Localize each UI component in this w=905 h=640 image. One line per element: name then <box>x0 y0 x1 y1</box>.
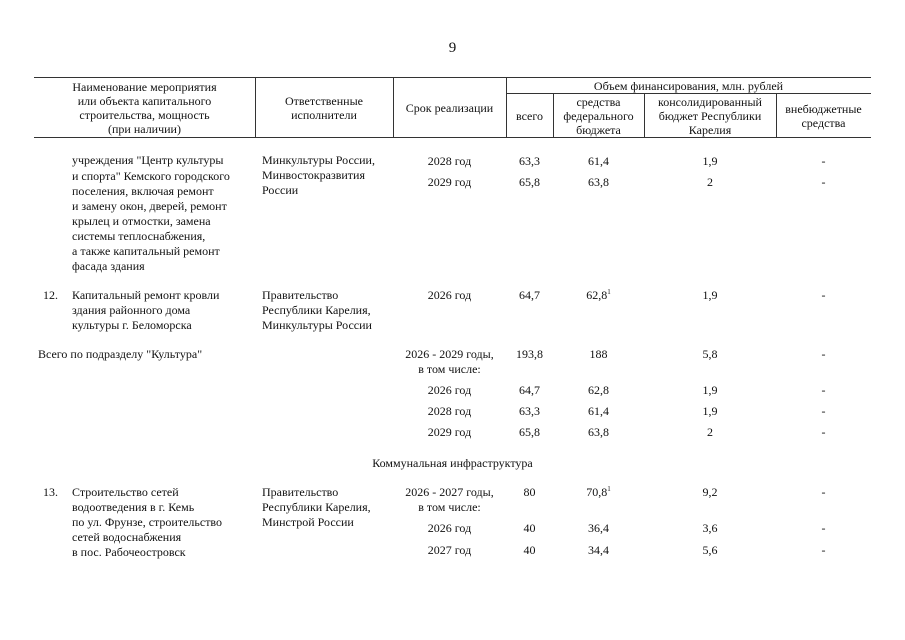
cont-name-line: учреждения "Центр культуры <box>72 153 224 167</box>
term-cell: 2026 год <box>427 383 472 397</box>
item13-name-line: Строительство сетей <box>72 485 179 499</box>
federal-cell: 61,4 <box>588 154 609 168</box>
federal-cell: 34,4 <box>588 543 609 557</box>
item12-name-line: здания районного дома <box>72 303 191 317</box>
item12-exec-line: Республики Карелия, <box>262 303 371 317</box>
extra-cell: - <box>821 404 826 418</box>
term-cell: 2028 год <box>427 154 472 168</box>
header-exec-line-2: исполнители <box>291 108 357 122</box>
extra-cell: - <box>821 175 826 189</box>
total-cell: 65,8 <box>519 175 540 189</box>
item13-exec-line: Республики Карелия, <box>262 500 371 514</box>
cont-name-line: а также капитальный ремонт <box>72 244 220 258</box>
footnote-mark: 1 <box>607 485 611 493</box>
header-federal-line-2: федерального <box>563 109 634 123</box>
regional-cell: 9,2 <box>702 485 718 499</box>
cont-name-line: фасада здания <box>72 259 145 273</box>
item13-name-line: по ул. Фрунзе, строительство <box>72 515 223 529</box>
regional-cell: 1,9 <box>702 288 718 302</box>
header-bottom-rule <box>34 137 871 138</box>
regional-cell: 1,9 <box>702 154 718 168</box>
item-number: 12. <box>43 288 58 302</box>
header-regional-line-2: бюджет Республики <box>658 109 762 123</box>
page-number: 9 <box>448 40 457 56</box>
header-federal-line-1: средства <box>576 95 621 109</box>
federal-cell: 63,8 <box>588 175 609 189</box>
federal-cell: 188 <box>589 347 608 361</box>
item13-exec-line: Минстрой России <box>262 515 354 529</box>
item12-exec-line: Правительство <box>262 288 339 302</box>
item13-term-line-1: 2026 - 2027 годы, <box>405 485 494 499</box>
federal-value: 62,8 <box>586 288 608 302</box>
extra-cell: - <box>821 347 826 361</box>
term-cell: 2027 год <box>427 543 472 557</box>
federal-cell: 62,8 <box>588 383 609 397</box>
extra-cell: - <box>821 485 826 499</box>
total-cell: 63,3 <box>519 404 540 418</box>
total-cell: 40 <box>523 521 536 535</box>
extra-cell: - <box>821 543 826 557</box>
cont-name-line: поселения, включая ремонт <box>72 184 214 198</box>
header-regional-line-1: консолидированный <box>658 95 762 109</box>
cont-name-line: и спорта" Кемского городского <box>72 169 230 183</box>
federal-cell: 36,4 <box>588 521 609 535</box>
regional-cell: 2 <box>707 175 713 189</box>
regional-cell: 2 <box>707 425 713 439</box>
extra-cell: - <box>821 383 826 397</box>
regional-cell: 1,9 <box>702 404 718 418</box>
header-name-line-1: Наименование мероприятия <box>72 80 217 94</box>
term-cell: 2029 год <box>427 175 472 189</box>
subtotal-term-line-1: 2026 - 2029 годы, <box>405 347 494 361</box>
term-cell: 2028 год <box>427 404 472 418</box>
extra-cell: - <box>821 154 826 168</box>
cont-name-line: системы теплоснабжения, <box>72 229 206 243</box>
item13-exec-line: Правительство <box>262 485 339 499</box>
header-name-line-3: строительства, мощность <box>79 108 210 122</box>
item13-name-line: в пос. Рабочеостровск <box>72 545 186 559</box>
regional-cell: 5,6 <box>702 543 718 557</box>
regional-cell: 5,8 <box>702 347 718 361</box>
federal-cell <box>553 288 644 302</box>
extra-cell: - <box>821 288 826 302</box>
item-number: 13. <box>43 485 58 499</box>
item13-term-line-2: в том числе: <box>418 500 481 514</box>
federal-cell <box>553 485 644 499</box>
item12-exec-line: Минкультуры России <box>262 318 372 332</box>
cont-exec-line: Минкультуры России, <box>262 153 375 167</box>
subtotal-term-line-2: в том числе: <box>418 362 481 376</box>
federal-value: 70,8 <box>586 485 608 499</box>
cont-name-line: крылец и отмостки, замена <box>72 214 211 228</box>
footnote-mark: 1 <box>607 288 611 296</box>
header-top-rule <box>34 77 871 78</box>
header-extra-line-2: средства <box>801 116 846 130</box>
item13-name-line: водоотведения в г. Кемь <box>72 500 195 514</box>
total-cell: 64,7 <box>519 288 540 302</box>
item13-name-line: сетей водоснабжения <box>72 530 182 544</box>
cont-exec-line: Минвостокразвития <box>262 168 365 182</box>
federal-cell: 63,8 <box>588 425 609 439</box>
header-exec-line-1: Ответственные <box>285 94 363 108</box>
total-cell: 40 <box>523 543 536 557</box>
header-regional-line-3: Карелия <box>688 123 732 137</box>
cont-name-line: и замену окон, дверей, ремонт <box>72 199 227 213</box>
header-federal-line-3: бюджета <box>576 123 621 137</box>
header-total: всего <box>515 109 544 123</box>
federal-cell: 61,4 <box>588 404 609 418</box>
extra-cell: - <box>821 425 826 439</box>
regional-cell: 1,9 <box>702 383 718 397</box>
extra-cell: - <box>821 521 826 535</box>
header-funding: Объем финансирования, млн. рублей <box>593 79 784 93</box>
header-extra-line-1: внебюджетные <box>785 102 862 116</box>
term-cell: 2026 год <box>427 288 472 302</box>
funding-sub-rule <box>506 93 871 94</box>
cont-exec-line: России <box>262 183 299 197</box>
total-cell: 65,8 <box>519 425 540 439</box>
total-cell: 80 <box>523 485 536 499</box>
total-cell: 64,7 <box>519 383 540 397</box>
regional-cell: 3,6 <box>702 521 718 535</box>
item12-name-line: культуры г. Беломорска <box>72 318 192 332</box>
section-title: Коммунальная инфраструктура <box>372 456 533 470</box>
header-name-line-4: (при наличии) <box>108 122 181 136</box>
total-cell: 193,8 <box>516 347 543 361</box>
header-name-line-2: или объекта капитального <box>77 94 212 108</box>
term-cell: 2026 год <box>427 521 472 535</box>
subtotal-label: Всего по подразделу "Культура" <box>38 347 203 361</box>
term-cell: 2029 год <box>427 425 472 439</box>
item12-name-line: Капитальный ремонт кровли <box>72 288 220 302</box>
total-cell: 63,3 <box>519 154 540 168</box>
header-term: Срок реализации <box>405 101 494 115</box>
